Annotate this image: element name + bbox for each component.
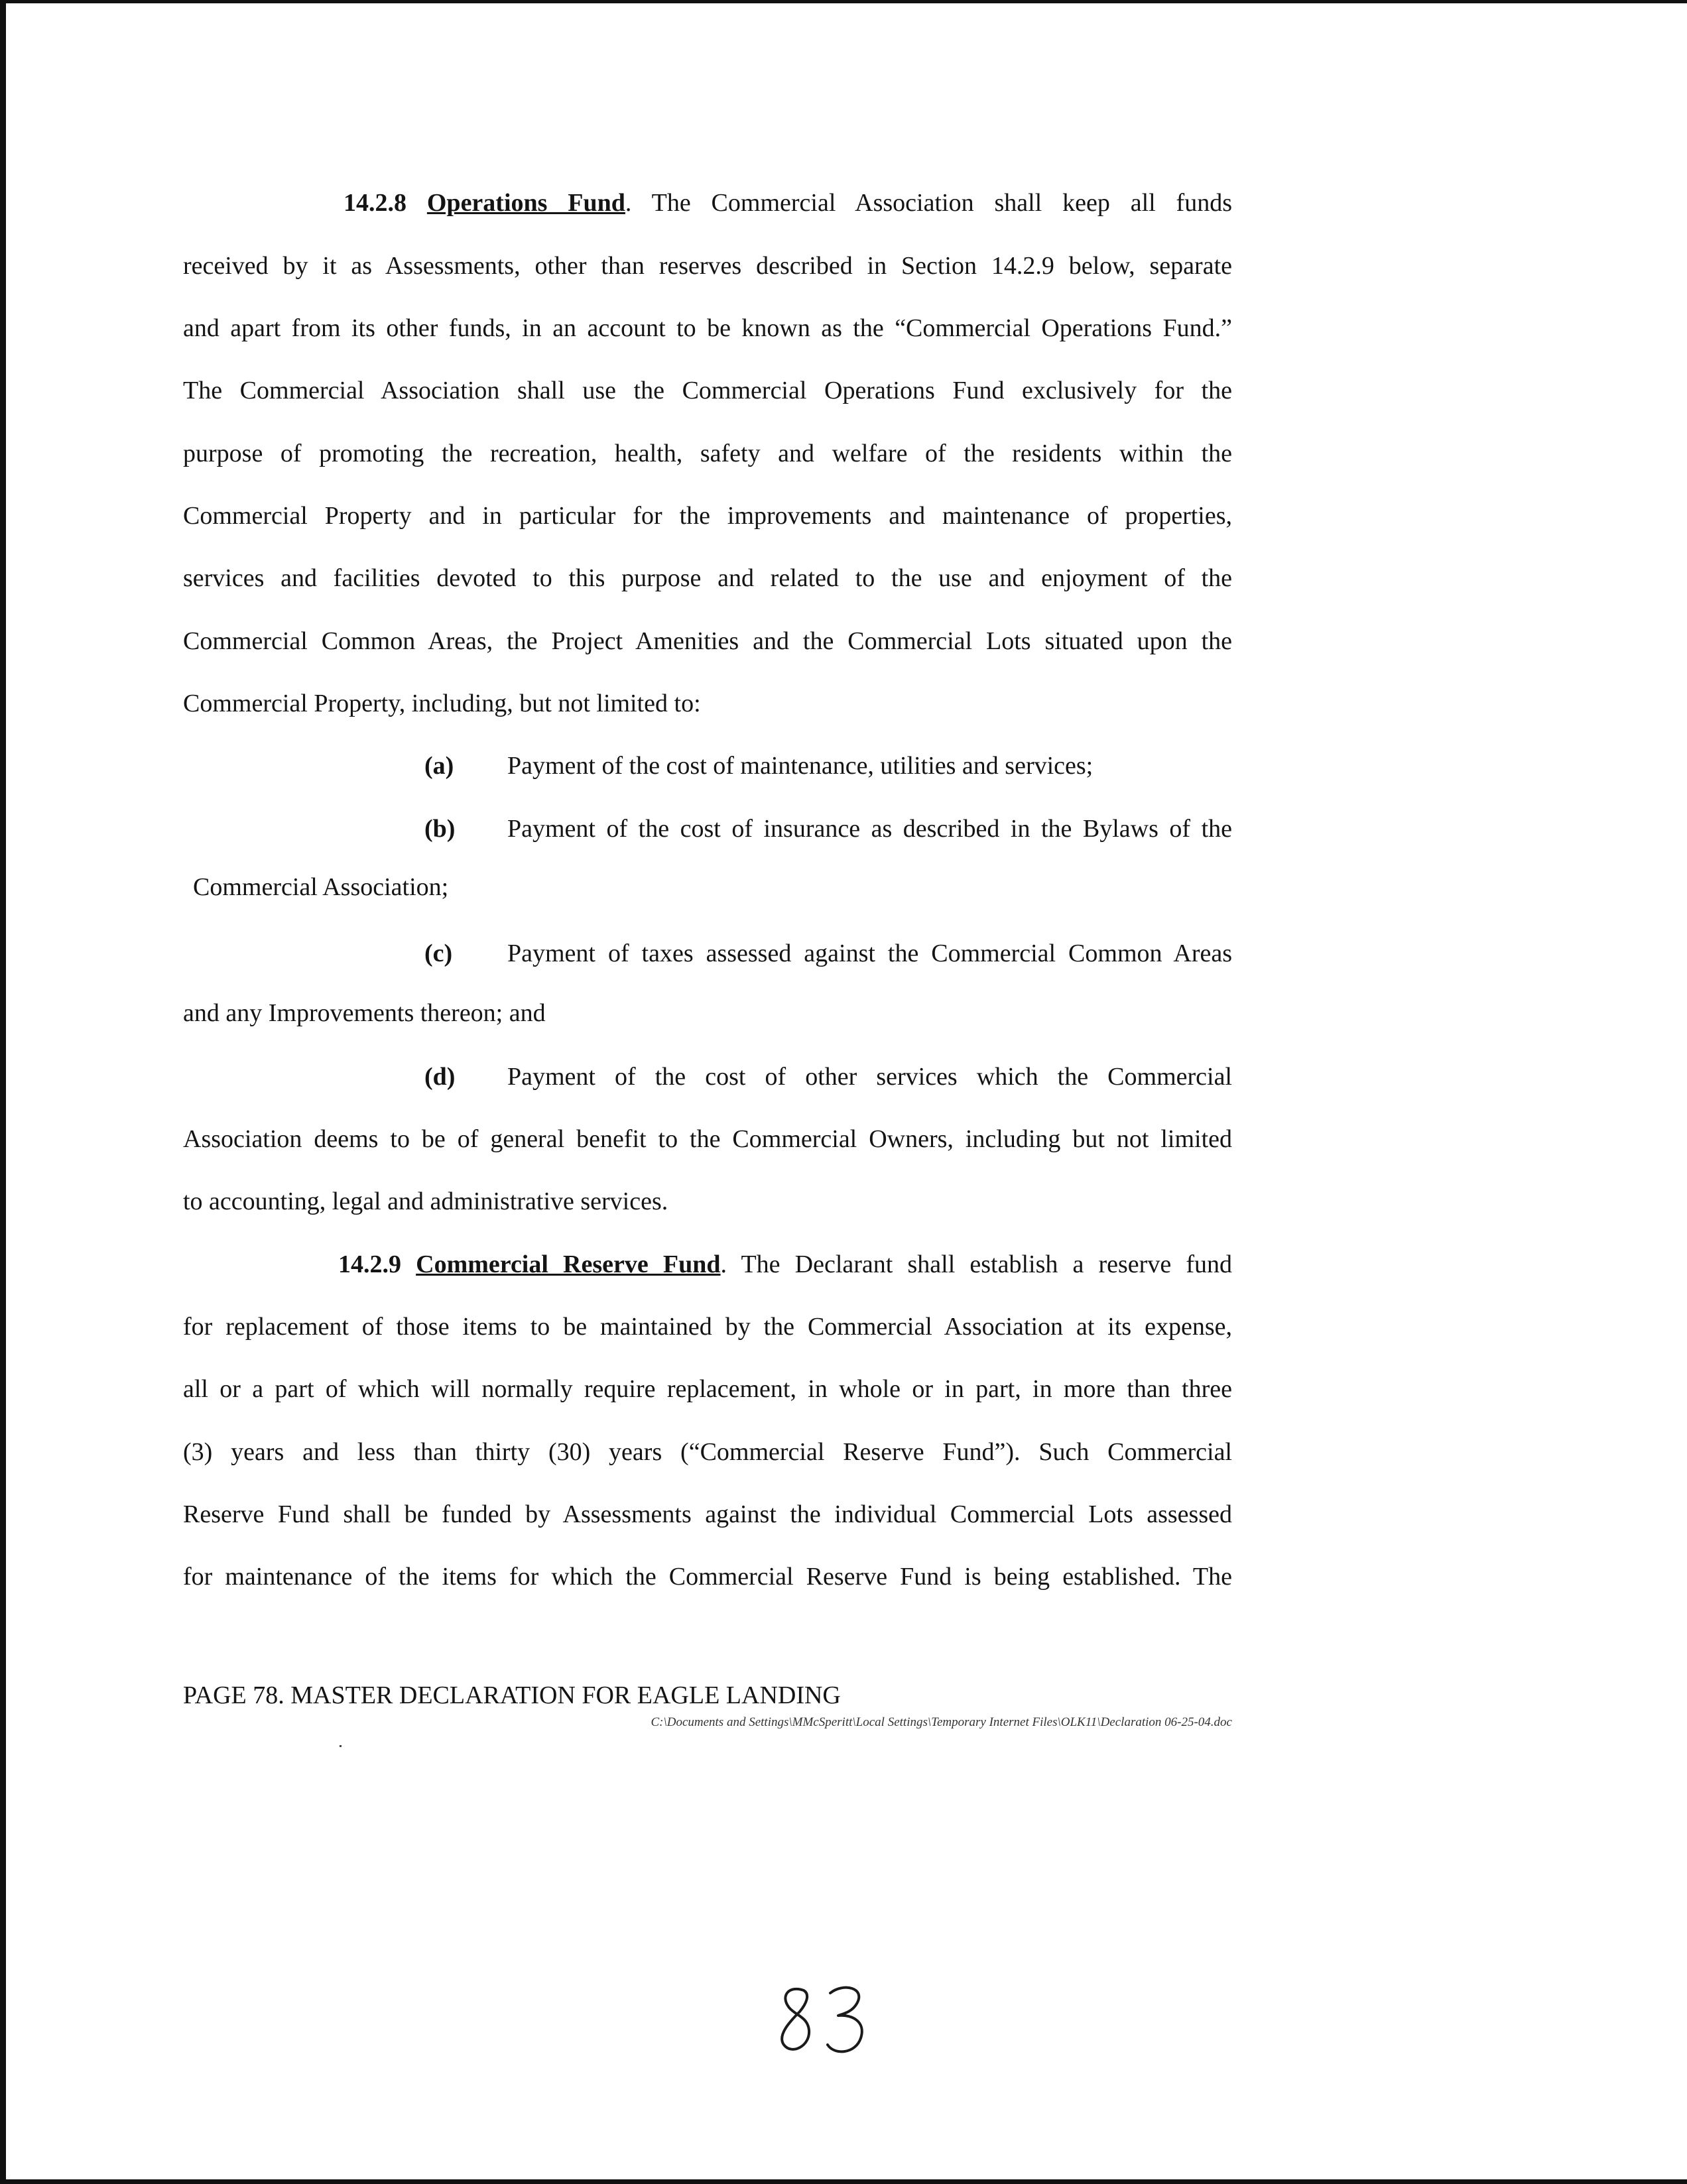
- paragraph-text: . The Commercial Association shall keep all funds: [625, 189, 1232, 217]
- section-1428-heading-line: [344, 187, 1232, 219]
- paragraph-line: Commercial Common Areas, the Project Amenities and the Commercial Lots situated upon the: [183, 627, 1232, 655]
- paragraph-line: and apart from its other funds, in an account to be known as the “Commercial Operations Fund.”: [183, 314, 1232, 342]
- item-continuation-c: and any Improvements thereon; and: [183, 999, 546, 1027]
- paragraph-line: received by it as Assessments, other than reserves described in Section 14.2.9 below, separate: [183, 252, 1232, 280]
- item-continuation-d: to accounting, legal and administrative services.: [183, 1187, 668, 1215]
- item-text-b: Payment of the cost of insurance as described in the Bylaws of the: [507, 815, 1232, 843]
- paragraph-line: Commercial Property and in particular for the improvements and maintenance of properties,: [183, 502, 1232, 530]
- item-text-d: Payment of the cost of other services which the Commercial: [507, 1063, 1232, 1091]
- scan-speck: [340, 1745, 342, 1747]
- scan-border-left: [0, 0, 6, 2184]
- item-continuation-d: Association deems to be of general benefit to the Commercial Owners, including but not limited: [183, 1125, 1232, 1153]
- item-continuation-b: Commercial Association;: [193, 873, 449, 901]
- paragraph-line: Commercial Property, including, but not limited to:: [183, 690, 701, 717]
- item-label-a: (a): [424, 752, 454, 780]
- handwritten-page-number: [769, 1981, 889, 2061]
- paragraph-line: The Commercial Association shall use the Commercial Operations Fund exclusively for the: [183, 377, 1232, 404]
- paragraph-line: for maintenance of the items for which the Commercial Reserve Fund is being established. The: [183, 1563, 1232, 1591]
- paragraph-line: all or a part of which will normally require replacement, in whole or in part, in more than three: [183, 1375, 1232, 1403]
- paragraph-line: Reserve Fund shall be funded by Assessments against the individual Commercial Lots assessed: [183, 1500, 1232, 1528]
- footer-title: PAGE 78. MASTER DECLARATION FOR EAGLE LANDING: [183, 1681, 841, 1709]
- scan-border-top: [0, 0, 1687, 3]
- paragraph-line: (3) years and less than thirty (30) years (“Commercial Reserve Fund”). Such Commercial: [183, 1438, 1232, 1466]
- item-label-d: (d): [424, 1063, 456, 1091]
- item-text-a: Payment of the cost of maintenance, utilities and services;: [507, 752, 1093, 780]
- paragraph-line: for replacement of those items to be maintained by the Commercial Association at its expense,: [183, 1313, 1232, 1341]
- section-title: Operations Fund: [426, 189, 625, 217]
- item-label-c: (c): [424, 940, 453, 967]
- footer-file-path: C:\Documents and Settings\MMcSperitt\Local Settings\Temporary Internet Files\OLK11\Declaration 06-25-04.doc: [651, 1715, 1232, 1729]
- item-label-b: (b): [424, 815, 456, 843]
- section-number: 14.2.8: [344, 189, 406, 217]
- scan-border-bottom: [0, 2179, 1687, 2184]
- item-text-c: Payment of taxes assessed against the Commercial Common Areas: [507, 940, 1232, 967]
- section-title: Commercial Reserve Fund: [416, 1250, 721, 1278]
- paragraph-line: purpose of promoting the recreation, health, safety and welfare of the residents within the: [183, 440, 1232, 467]
- paragraph-line: services and facilities devoted to this purpose and related to the use and enjoyment of the: [183, 564, 1232, 592]
- paragraph-text: . The Declarant shall establish a reserve fund: [720, 1250, 1232, 1278]
- section-number: 14.2.9: [338, 1250, 401, 1278]
- section-1429-heading-line: [338, 1248, 1232, 1280]
